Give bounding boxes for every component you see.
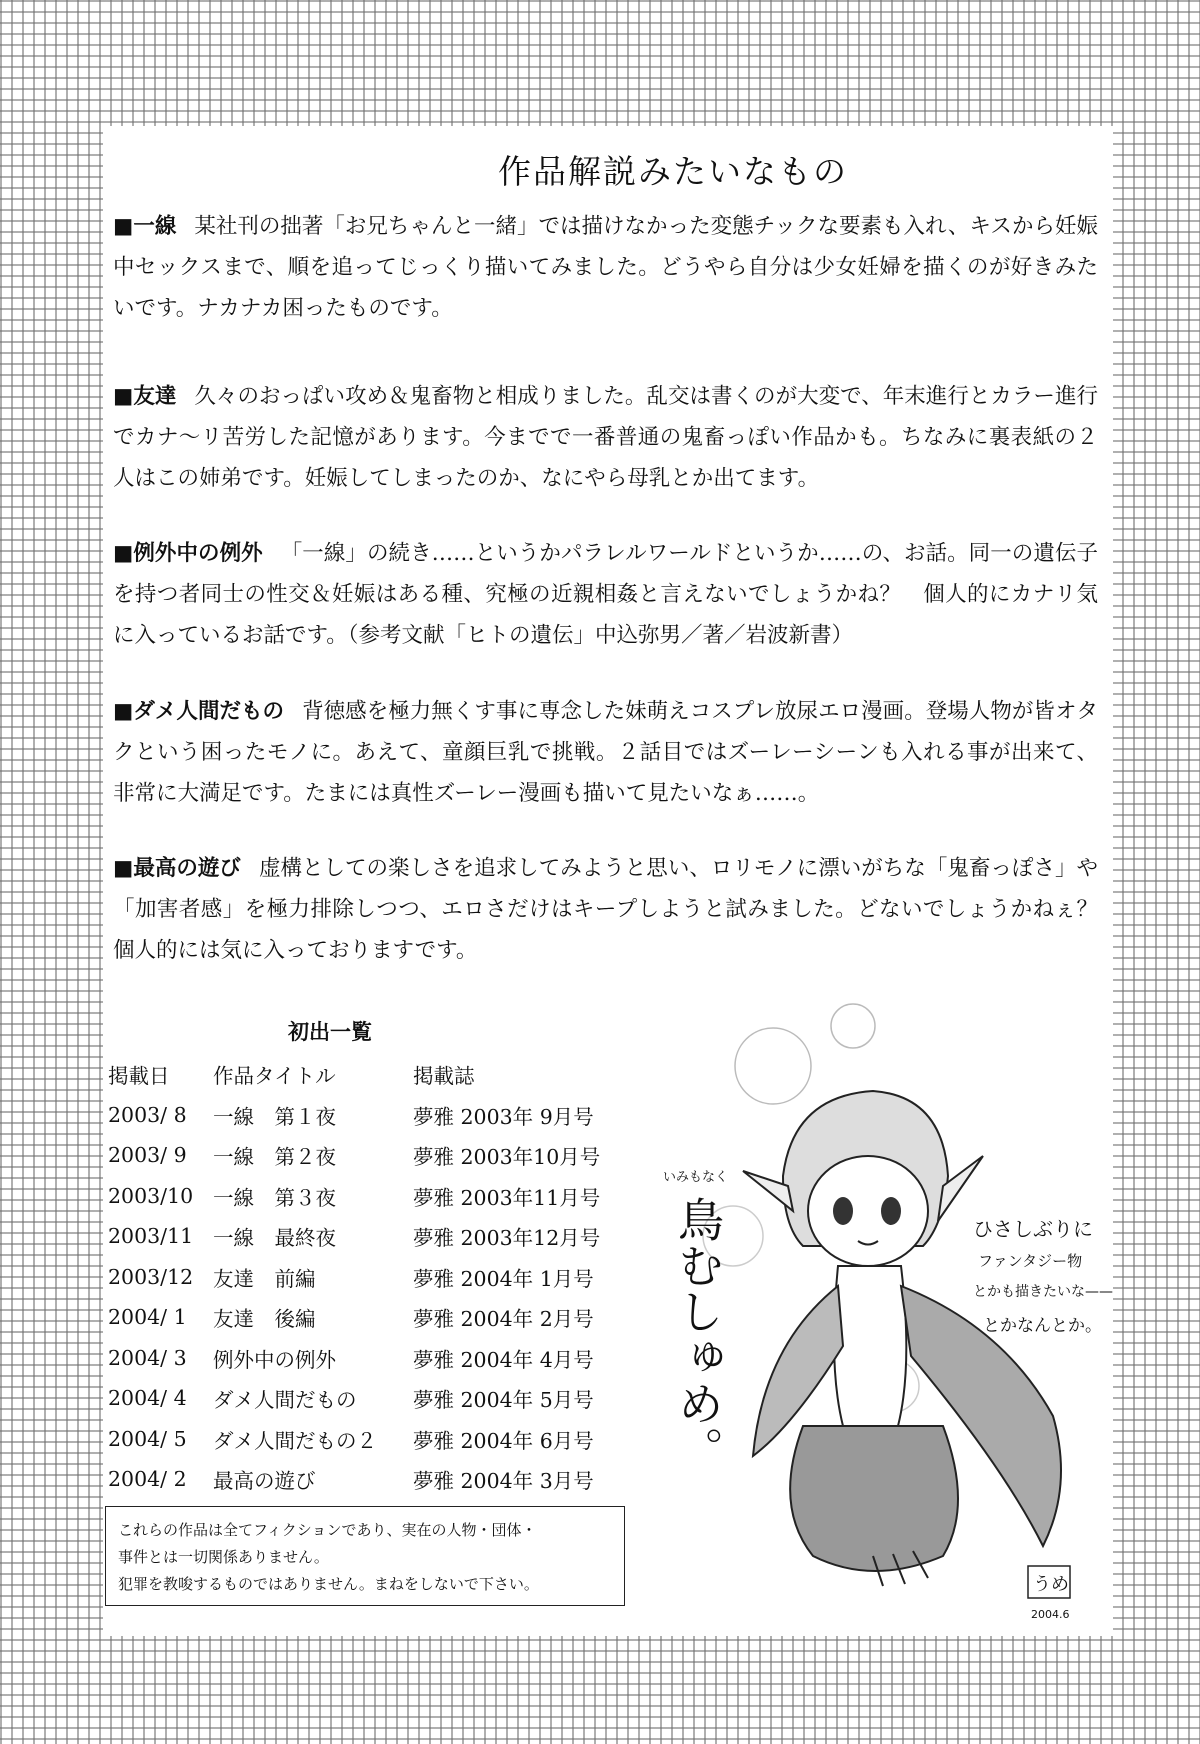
cell-date: 2003/10 <box>108 1183 194 1208</box>
table-row <box>108 1216 613 1257</box>
cell-magazine: 夢雅 2004年 5月号 <box>413 1388 594 1413</box>
table-row <box>108 1459 613 1500</box>
section-heading: ■最高の遊び <box>113 856 241 881</box>
cell-magazine: 夢雅 2003年11月号 <box>413 1185 601 1210</box>
disclaimer-line: 事件とは一切関係ありません。 <box>118 1548 329 1566</box>
table-header-row <box>108 1054 613 1095</box>
section-body: 虚構としての楽しさを追求してみようと思い、ロリモノに漂いがちな「鬼畜っぽさ」や「加害者感」を極力排除しつつ、エロさだけはキープしようと試みました。どないでしょうかねぇ？ 個人的には気に入っておりますです。 <box>113 856 1120 963</box>
bubble-decoration <box>735 1028 811 1104</box>
cell-date: 2003/12 <box>108 1264 194 1289</box>
cell-date: 2003/ 8 <box>108 1102 187 1127</box>
table-row <box>108 1135 613 1176</box>
table-row <box>108 1297 613 1338</box>
cell-title: 一線 第３夜 <box>213 1185 336 1210</box>
cell-date: 2004/ 2 <box>108 1467 187 1492</box>
feathered-legs <box>790 1426 958 1571</box>
section-body: 久々のおっぱい攻め＆鬼畜物と相成りました。乱交は書くのが大変で、年末進行とカラー進行でカナ〜リ苦労した記憶があります。今までで一番普通の鬼畜っぽい作品かも。ちなみに裏表紙の２人はこの姉弟です。妊娠してしまったのか、なにやら母乳とか出てます。 <box>113 384 1098 491</box>
cell-date: 2004/ 3 <box>108 1345 187 1370</box>
section-body: 「一線」の続き……というかパラレルワールドというか……の、お話。同一の遺伝子を持つ者同士の性交＆妊娠はある種、究極の近親相姦と言えないでしょうかね？ 個人的にカナリ気に入っているお話です。（参考文献「ヒトの遺伝」中込弥男／著／岩波新書） <box>113 541 1098 648</box>
face <box>808 1156 928 1266</box>
illustration-note-line: ファンタジー物 <box>978 1252 1083 1270</box>
cell-title: 友達 後編 <box>213 1307 316 1332</box>
cell-date: 2004/ 4 <box>108 1386 187 1411</box>
table-row <box>108 1095 613 1136</box>
section-heading: ■ダメ人間だもの <box>113 699 285 724</box>
disclaimer-box <box>105 1506 625 1606</box>
cell-magazine: 夢雅 2004年 3月号 <box>413 1469 594 1494</box>
header-magazine: 掲載誌 <box>413 1064 475 1089</box>
section-heading: ■友達 <box>113 384 177 409</box>
section-issen <box>113 206 1098 329</box>
cell-magazine: 夢雅 2003年12月号 <box>413 1226 601 1251</box>
cell-title: ダメ人間だもの <box>213 1388 357 1413</box>
section-body: 某社刊の拙著「お兄ちゃんと一緒」では描けなかった変態チックな要素も入れ、キスから妊娠中セックスまで、順を追ってじっくり描いてみました。どうやら自分は少女妊婦を描くのが好きみたいです。ナカナカ困ったものです。 <box>113 214 1098 321</box>
cell-magazine: 夢雅 2003年 9月号 <box>413 1104 594 1129</box>
illustration-date: 2004.6 <box>1031 1608 1070 1621</box>
section-heading: ■例外中の例外 <box>113 541 263 566</box>
bubble-decoration <box>831 1004 875 1048</box>
illustration-note-line: とかも描きたいな—— <box>973 1284 1113 1300</box>
cell-magazine: 夢雅 2004年 2月号 <box>413 1307 594 1332</box>
signature: うめ <box>1033 1574 1069 1595</box>
illustration-note-line: とかなんとか。 <box>983 1316 1102 1336</box>
eye-right <box>881 1197 901 1225</box>
publication-table <box>108 1054 613 1500</box>
cell-magazine: 夢雅 2004年 1月号 <box>413 1266 594 1291</box>
cell-title: 友達 前編 <box>213 1266 316 1291</box>
cell-title: 一線 第１夜 <box>213 1104 336 1129</box>
section-saikou <box>113 848 1120 971</box>
section-body: 背徳感を極力無くす事に専念した妹萌えコスプレ放尿エロ漫画。登場人物が皆オタクという困ったモノに。あえて、童顔巨乳で挑戦。２話目ではズーレーシーンも入れる事が出来て、非常に大満足です。たまには真性ズーレー漫画も描いて見たいなぁ……。 <box>113 699 1098 806</box>
cell-magazine: 夢雅 2003年10月号 <box>413 1145 601 1170</box>
eye-left <box>833 1197 853 1225</box>
illustration-caption-vertical: 鳥むしゅめ。 <box>671 1196 725 1472</box>
publication-list-title: 初出一覧 <box>288 1020 372 1044</box>
header-date: 掲載日 <box>108 1064 170 1089</box>
cell-date: 2003/ 9 <box>108 1143 187 1168</box>
cell-date: 2003/11 <box>108 1224 194 1249</box>
section-tomodachi <box>113 376 1098 499</box>
header-title: 作品タイトル <box>213 1064 336 1089</box>
cell-magazine: 夢雅 2004年 6月号 <box>413 1428 594 1453</box>
section-reigai <box>113 533 1098 656</box>
table-row <box>108 1257 613 1298</box>
illustration-caption-small: いみもなく <box>663 1170 729 1185</box>
page-title: 作品解説みたいなもの <box>498 152 848 191</box>
table-row <box>108 1176 613 1217</box>
cell-title: ダメ人間だもの２ <box>213 1428 377 1453</box>
cell-date: 2004/ 5 <box>108 1426 187 1451</box>
table-row <box>108 1419 613 1460</box>
section-dame-ningen <box>113 691 1098 814</box>
harpy-girl-illustration <box>643 986 1113 1636</box>
table-row <box>108 1378 613 1419</box>
body <box>834 1266 906 1426</box>
content-panel <box>103 126 1120 1636</box>
cell-date: 2004/ 1 <box>108 1305 187 1330</box>
cell-title: 一線 最終夜 <box>213 1226 336 1251</box>
disclaimer-line: これらの作品は全てフィクションであり、実在の人物・団体・ <box>118 1521 537 1539</box>
illustration-note-line: ひさしぶりに <box>973 1217 1093 1241</box>
cell-title: 例外中の例外 <box>213 1347 336 1372</box>
cell-magazine: 夢雅 2004年 4月号 <box>413 1347 594 1372</box>
cell-title: 一線 第２夜 <box>213 1145 336 1170</box>
disclaimer-line: 犯罪を教唆するものではありません。まねをしないで下さい。 <box>118 1575 539 1593</box>
table-row <box>108 1338 613 1379</box>
section-heading: ■一線 <box>113 214 177 239</box>
cell-title: 最高の遊び <box>213 1469 316 1494</box>
